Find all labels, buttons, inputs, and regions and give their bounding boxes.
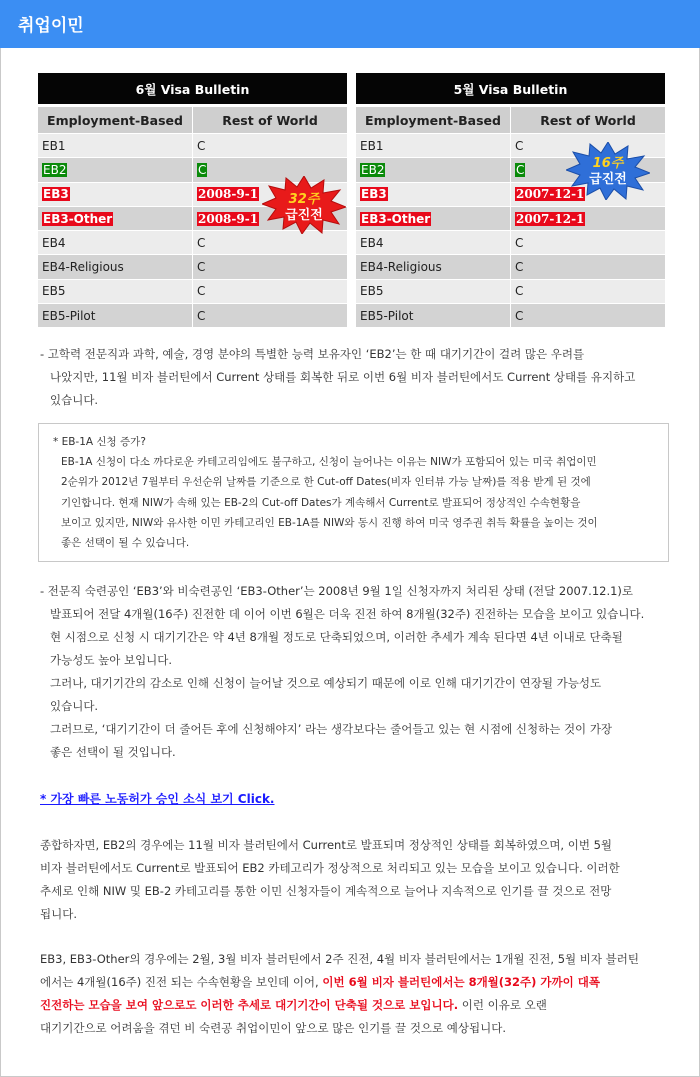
table-title: 6월 Visa Bulletin <box>38 73 347 104</box>
category-cell: EB4-Religious <box>356 255 511 278</box>
value-cell: C <box>197 260 206 275</box>
note-line: 좋은 선택이 될 수 있습니다. <box>61 537 190 550</box>
value-cell: C <box>515 260 524 275</box>
paragraph-line: 비자 블러틴에서도 Current로 발표되어 EB2 카테고리가 정상적으로 처리되고 있는 모습을 보이고 있습니다. 이러한 <box>40 861 620 875</box>
highlight-red: EB3-Other <box>43 211 113 226</box>
table-row <box>356 254 665 278</box>
highlight-red: 2008-9-1 <box>198 211 259 226</box>
paragraph-line: 종합하자면, EB2의 경우에는 11월 비자 블러틴에서 Current로 발표되며 정상적인 상태를 회복하였으며, 이번 5월 <box>40 838 613 852</box>
highlight-red: 2008-9-1 <box>198 187 259 202</box>
column-header-category: Employment-Based <box>356 107 511 133</box>
highlight-red: 2007-12-1 <box>516 187 585 202</box>
paragraph-line: 발표되어 전달 4개월(16주) 진전한 데 이어 이번 6월은 더욱 진전 하여 8개월(32주) 진전하는 모습을 보이고 있습니다. <box>50 607 645 621</box>
paragraph-line: 가능성도 높아 보입니다. <box>50 653 173 667</box>
value-cell: C <box>197 138 206 153</box>
table-row <box>38 279 347 303</box>
paragraph-line: - 고학력 전문직과 과학, 예술, 경영 분야의 특별한 능력 보유자인 ‘EB2’는 한 때 대기기간이 걸려 많은 우려를 <box>40 347 585 361</box>
value-cell: C <box>515 138 524 153</box>
highlight-red: EB3 <box>361 187 387 202</box>
badge-weeks: 16주 <box>592 156 624 171</box>
paragraph-line <box>40 994 639 1017</box>
badge-weeks: 32주 <box>288 192 320 207</box>
value-cell: C <box>197 235 206 250</box>
labor-certification-news-link[interactable]: * 가장 빠른 노동허가 승인 소식 보기 Click. <box>40 792 275 806</box>
paragraph-line: 좋은 선택이 될 것입니다. <box>50 745 176 759</box>
category-cell: EB1 <box>356 134 511 157</box>
table-row <box>356 230 665 254</box>
page-title: 취업이민 <box>18 16 84 36</box>
paragraph-line: 추세로 인해 NIW 및 EB-2 카테고리를 통한 이민 신청자들이 계속적으로 늘어나 지속적으로 인기를 끌 것으로 전망 <box>40 884 612 898</box>
category-cell: EB4-Religious <box>38 255 193 278</box>
table-row <box>356 303 665 327</box>
paragraph-line: EB3, EB3-Other의 경우에는 2월, 3월 비자 블러틴에서 2주 진전, 4월 비자 블러틴에서는 1개월 진전, 5월 비자 블러틴 <box>40 952 639 966</box>
paragraph-line: 대기기간으로 어려움을 겪던 비 숙련공 취업이민이 앞으로 많은 인기를 끌 것으로 예상됩니다. <box>40 1021 507 1035</box>
emphasis-text: 진전하는 모습을 보여 앞으로도 이러한 추세로 대기기간이 단축될 것으로 보입니다. <box>40 998 459 1012</box>
paragraph-line <box>40 971 639 994</box>
highlight-red: EB3-Other <box>361 211 431 226</box>
note-line: 기인합니다. 현재 NIW가 속해 있는 EB-2의 Cut-off Dates가 계속해서 Current로 발표되어 정상적인 수속현황을 <box>61 496 581 509</box>
column-header-world: Rest of World <box>540 112 636 128</box>
paragraph-line: 있습니다. <box>50 699 99 713</box>
category-cell <box>38 158 193 181</box>
category-cell: EB5-Pilot <box>356 304 511 327</box>
table-header-row <box>356 104 665 133</box>
category-cell <box>356 158 511 181</box>
value-cell: C <box>515 308 524 323</box>
paragraph-line: 그러나, 대기기간의 감소로 인해 신청이 늘어날 것으로 예상되기 때문에 이로 인해 대기기간이 연장될 가능성도 <box>50 676 602 690</box>
category-cell <box>356 207 511 230</box>
category-cell <box>38 183 193 206</box>
category-cell: EB4 <box>38 231 193 254</box>
value-cell: C <box>197 284 206 299</box>
paragraph-line: 그러므로, ‘대기기간이 더 줄어든 후에 신청해야지’ 라는 생각보다는 줄어들고 있는 현 시점에 신청하는 것이 가장 <box>50 722 613 736</box>
value-cell: C <box>197 308 206 323</box>
badge-label: 급진전 <box>285 208 323 223</box>
eb3-summary-paragraph <box>40 948 639 1040</box>
category-cell <box>356 183 511 206</box>
paragraph-line: 현 시점으로 신청 시 대기기간은 약 4년 8개월 정도로 단축되었으며, 이러한 추세가 계속 된다면 4년 이내로 단축될 <box>50 630 623 644</box>
highlight-green: C <box>198 162 207 177</box>
highlight-green: EB2 <box>361 162 385 177</box>
eb1a-note-box <box>38 423 669 562</box>
category-cell: EB5-Pilot <box>38 304 193 327</box>
text-segment: 에서는 4개월(16주) 진전 되는 수속현황을 보인데 이어, <box>40 975 323 989</box>
category-cell: EB1 <box>38 134 193 157</box>
table-row <box>38 254 347 278</box>
highlight-green: EB2 <box>43 162 67 177</box>
category-cell: EB5 <box>38 280 193 303</box>
note-title: * EB-1A 신청 증가? <box>53 436 146 448</box>
highlight-red: EB3 <box>43 187 69 202</box>
header-bar <box>0 0 700 48</box>
category-cell: EB4 <box>356 231 511 254</box>
category-cell <box>38 207 193 230</box>
eb3-paragraph <box>40 580 644 764</box>
advance-burst-badge <box>262 176 346 234</box>
value-cell: C <box>515 284 524 299</box>
value-cell: C <box>515 235 524 250</box>
advance-burst-badge <box>566 142 650 200</box>
value-cell <box>511 207 665 230</box>
eb2-paragraph <box>40 343 635 412</box>
table-row <box>356 279 665 303</box>
text-segment: 이런 이유로 오랜 <box>458 998 547 1012</box>
column-header-category: Employment-Based <box>38 107 193 133</box>
column-header-world: Rest of World <box>222 112 318 128</box>
highlight-green: C <box>516 162 525 177</box>
table-header-row <box>38 104 347 133</box>
category-cell: EB5 <box>356 280 511 303</box>
table-row <box>356 206 665 230</box>
emphasis-text: 이번 6월 비자 블러틴에서는 8개월(32주) 가까이 대폭 <box>322 975 600 989</box>
may-visa-bulletin-table <box>356 73 665 327</box>
paragraph-line: 됩니다. <box>40 907 77 921</box>
paragraph-line: - 전문직 숙련공인 ‘EB3’와 비숙련공인 ‘EB3-Other’는 2008년 9월 1일 신청자까지 처리된 상태 (전달 2007.12.1)로 <box>40 584 634 598</box>
table-title: 5월 Visa Bulletin <box>356 73 665 104</box>
note-line: 2순위가 2012년 7월부터 우선순위 날짜를 기준으로 한 Cut-off Dates(비자 인터뷰 가능 날짜)를 적용 받게 된 것에 <box>61 476 591 489</box>
paragraph-line: 있습니다. <box>50 393 99 407</box>
badge-label: 급진전 <box>589 172 627 187</box>
note-line: EB-1A 신청이 다소 까다로운 카테고리임에도 불구하고, 신청이 늘어나는 이유는 NIW가 포함되어 있는 미국 취업이민 <box>61 456 597 469</box>
table-row <box>38 303 347 327</box>
highlight-red: 2007-12-1 <box>516 211 585 226</box>
summary-paragraph <box>40 834 620 926</box>
table-row <box>38 133 347 157</box>
note-line: 보이고 있지만, NIW와 유사한 이민 카테고리인 EB-1A를 NIW와 동시 진행 하여 미국 영주권 취득 확률을 높이는 것이 <box>61 516 598 529</box>
paragraph-line: 나았지만, 11월 비자 블러틴에서 Current 상태를 회복한 뒤로 이번 6월 비자 블러틴에서도 Current 상태를 유지하고 <box>50 370 636 384</box>
